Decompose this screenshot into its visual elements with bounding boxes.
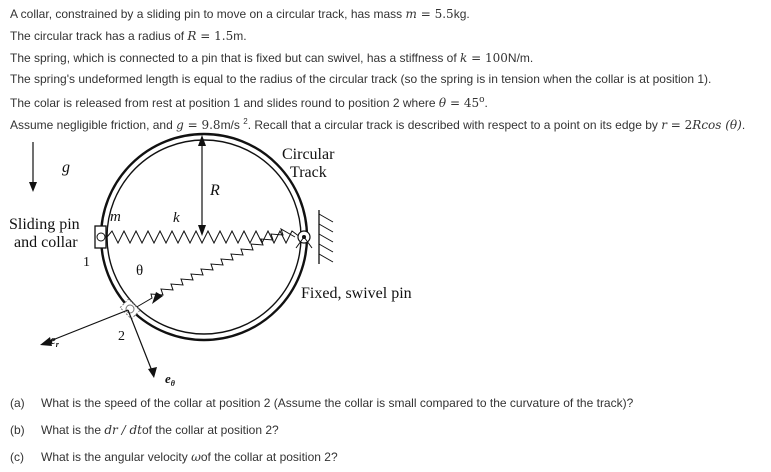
question-b: (b) What is the dr / dtof the collar at position 2? — [10, 423, 279, 437]
collar-track-diagram — [0, 132, 420, 387]
problem-line-spring-length: The spring's undeformed length is equal to the radius of the circular track (so the spring is in tension when the collar is at position 1). — [10, 72, 712, 86]
problem-line-radius: The circular track has a radius of R = 1.5m. — [10, 29, 247, 43]
circular-track-label-1: Circular — [282, 146, 335, 163]
collar-position-1 — [95, 226, 106, 248]
problem-line-assumptions: Assume negligible friction, and g = 9.8m/s $^2$. Recall that a circular track is described with respect to a point on its edge by r = 2Rcos (θ). — [10, 117, 746, 132]
sliding-pin-label-2: and collar — [14, 234, 78, 251]
problem-line-mass: A collar, constrained by a sliding pin to move on a circular track, has mass m = 5.5kg. — [10, 7, 470, 21]
sliding-pin-label-1: Sliding pin — [9, 216, 80, 233]
position-2-label: 2 — [118, 329, 125, 344]
spring-position-1 — [107, 231, 300, 243]
question-c: (c) What is the angular velocity ωof the collar at position 2? — [10, 450, 338, 464]
problem-line-stiffness: The spring, which is connected to a pin that is fixed but can swivel, has a stiffness of k = 100N/m. — [10, 51, 534, 65]
circular-track-label-2: Track — [290, 164, 327, 181]
theta-label: θ — [136, 263, 144, 279]
fixed-swivel-pin — [296, 210, 333, 264]
gravity-label: g — [62, 159, 70, 176]
fixed-pin-label: Fixed, swivel pin — [301, 285, 412, 302]
position-1-label: 1 — [83, 255, 90, 270]
etheta-label: $e_\theta$ — [165, 371, 175, 387]
mass-label: m — [110, 209, 121, 225]
gravity-arrow — [29, 142, 37, 192]
radius-label: R — [210, 182, 220, 199]
stiffness-label: k — [173, 210, 180, 226]
er-label: $e_r$ — [50, 332, 59, 349]
radius-arrow — [198, 135, 206, 236]
question-a: (a) What is the speed of the collar at position 2 (Assume the collar is small compared to the curvature of the track)? — [10, 396, 634, 410]
problem-line-release: The colar is released from rest at position 1 and slides round to position 2 where $\theta = 45^o$. — [10, 95, 488, 110]
